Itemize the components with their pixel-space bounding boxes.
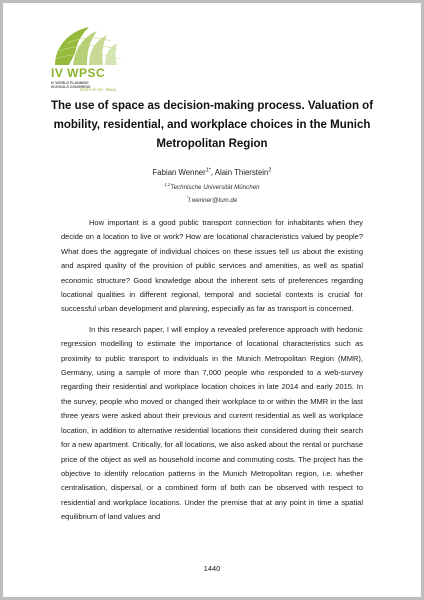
logo-place: SOUTH OF RIO · BRAZIL	[80, 88, 118, 92]
affiliation	[3, 181, 421, 191]
paper-title: The use of space as decision-making process. Valuation of mobility, residential, and workplace choices in the Munich Metropolitan Region	[50, 100, 374, 150]
author-name: Fabian Wenner	[152, 168, 206, 177]
email-text: f.wenner@tum.de	[188, 197, 238, 204]
author-affiliation-mark: 2	[268, 167, 272, 174]
paragraph: How important is a good public transport connection for inhabitants when they decide on a location to live or work? How are locational characteristics valued by people? What does the aggregate of individual choices on these issues tell us about the existing and aspired quality of the provision of public services and amenities, as well as spatial economic structure? Good knowledge about the inherent sets of preferences regarding locational qualities in different regional, temporal and societal contexts is crucial for successful urban development and planning, especially as far as transport is concerned.	[61, 218, 363, 314]
logo-subtitle-line: SCHOOLS CONGRESS	[51, 85, 91, 90]
globe-logo-icon	[25, 19, 135, 69]
logo-title: IV WPSC	[51, 66, 106, 80]
author-separator: ,	[210, 168, 215, 177]
affiliation-mark: 1,2	[164, 181, 171, 187]
author-name: Alain Thierstein	[214, 168, 269, 177]
author-line	[3, 168, 421, 177]
page-number: 1440	[203, 564, 221, 573]
congress-logo	[25, 19, 135, 92]
author-affiliation-mark: 1*	[205, 167, 211, 174]
logo-subtitle-line: IV WORLD PLANNING	[51, 81, 89, 85]
author-email	[3, 194, 421, 204]
email-mark: *	[186, 194, 189, 200]
paragraph: In this research paper, I will employ a revealed preference approach with hedonic regression modelling to estimate the importance of locational characteristics such as proximity to public transport to individuals in the Munich Metropolitan Region (MMR), Germany, using a sample of more than 7,000 people who responded to a web-survey regarding their residential and workplace location choices in late 2014 and early 2015. In the survey, people who moved or changed their workplace to or within the MMR in the last three years were asked about their previous and current residential as well as workplace location, in addition to alternative residential locations their considered during their search for a new apartment. Critically, for all locations, we also asked about the rental or purchase price of the object as well as household income and commuting costs. The project has the objective to identify relocation patterns in the Munich Metropolitan region, i.e. whether centralisation, dispersal, or a combined form of both can be observed with respect to residential and workplace locations. Under the premise that at any point in time a spatial equilibrium of land values and	[61, 324, 363, 522]
affiliation-text: Technische Universität München	[170, 184, 260, 191]
document-page	[3, 3, 421, 597]
body-text	[61, 216, 363, 531]
